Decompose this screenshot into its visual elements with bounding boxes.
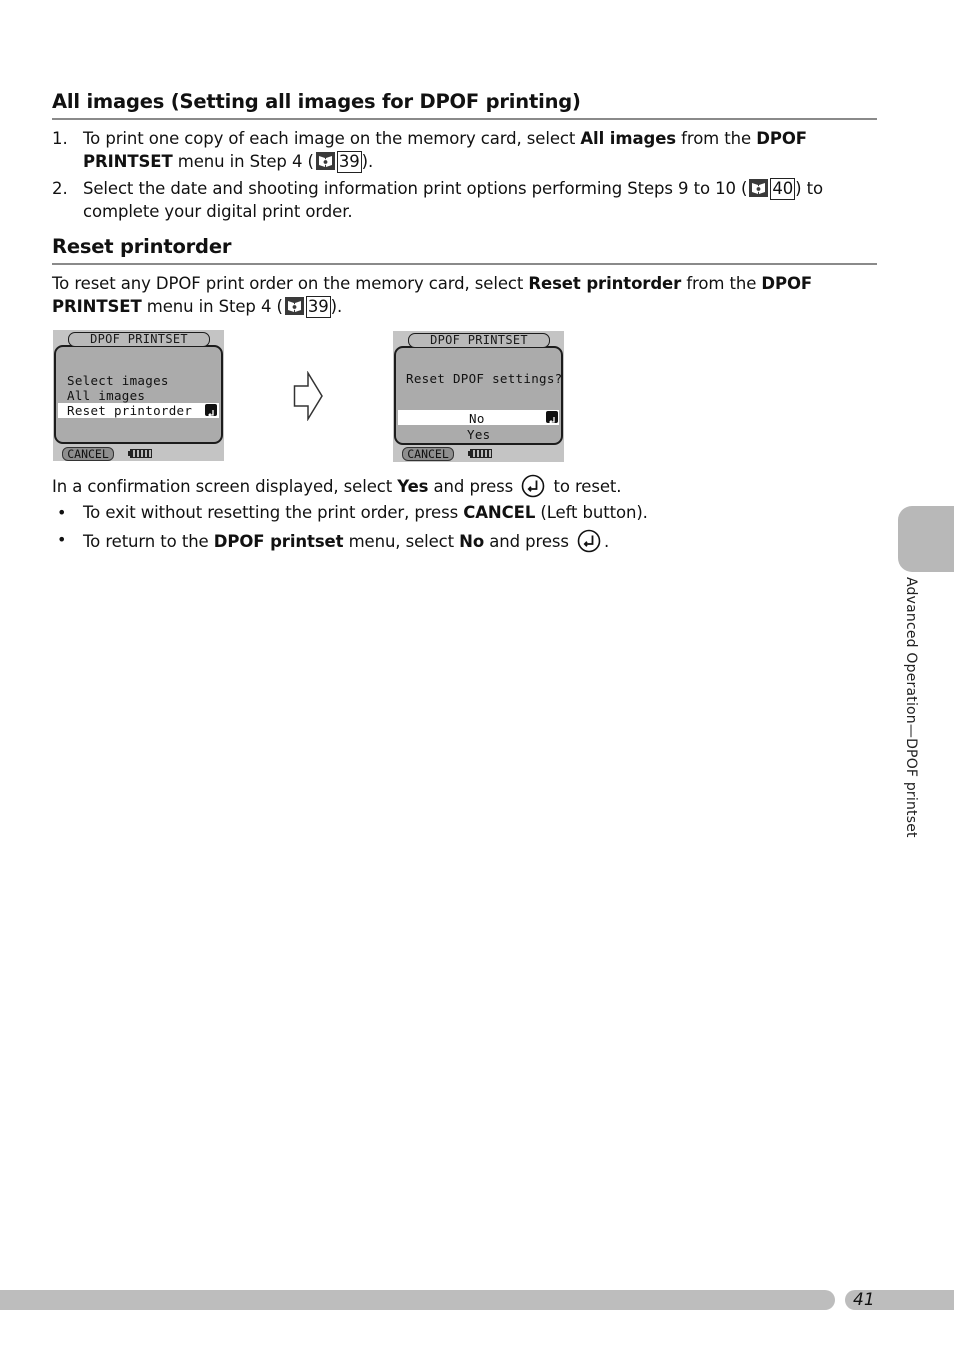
option-yes[interactable]: Yes — [467, 427, 491, 442]
menu-option-all-images[interactable]: All images — [67, 388, 146, 403]
bullet-mark: • — [57, 530, 67, 549]
enter-icon — [205, 404, 217, 416]
chapter-label: Advanced Operation—DPOF printset — [903, 577, 919, 838]
page-ref-link[interactable]: 40 — [772, 179, 794, 198]
confirm-paragraph: In a confirmation screen displayed, select Yes and press to reset. — [52, 474, 882, 499]
list-number: 2. — [52, 179, 68, 198]
heading-rule — [52, 263, 877, 265]
list-number: 1. — [52, 129, 68, 148]
footer-bar — [0, 1290, 835, 1310]
lcd-title: DPOF PRINTSET — [408, 333, 550, 348]
arrow-right-icon — [293, 371, 324, 421]
page-number: 41 — [853, 1290, 875, 1310]
reference-book-icon — [316, 152, 335, 170]
option-no[interactable]: No — [469, 411, 485, 426]
bullet-item-cancel: To exit without resetting the print order, press CANCEL (Left button). — [83, 503, 648, 522]
lcd-screen-confirm — [393, 331, 564, 462]
bullet-item-no: To return to the DPOF printset menu, select No and press . — [83, 529, 883, 554]
list-item-1: To print one copy of each image on the memory card, select All images from the DPOF PRINTSET menu in Step 4 ( 39 ). — [83, 129, 807, 171]
heading-rule — [52, 118, 877, 120]
menu-option-reset-printorder[interactable]: Reset printorder — [67, 403, 193, 418]
reset-paragraph: To reset any DPOF print order on the memory card, select Reset printorder from the DPOF PRINTSET menu in Step 4 ( 39 ). — [52, 274, 813, 316]
section-heading-all-images: All images (Setting all images for DPOF printing) — [52, 90, 581, 113]
menu-option-select-images[interactable]: Select images — [67, 373, 169, 388]
cancel-button[interactable]: CANCEL — [62, 447, 114, 461]
page-ref-link[interactable]: 39 — [338, 151, 360, 171]
enter-icon — [546, 411, 558, 423]
reference-book-icon — [749, 179, 768, 197]
enter-button-icon — [577, 529, 601, 553]
battery-icon — [130, 449, 152, 458]
reference-book-icon — [285, 297, 304, 315]
bullet-mark: • — [57, 503, 67, 522]
lcd-screen-menu — [53, 330, 224, 461]
list-item-2: Select the date and shooting information print options performing Steps 9 to 10 ( 40 ) to complete your digital print order. — [83, 179, 824, 221]
enter-button-icon — [521, 474, 545, 498]
chapter-tab — [898, 506, 954, 572]
page-ref-link[interactable]: 39 — [307, 296, 329, 316]
lcd-title: DPOF PRINTSET — [68, 332, 210, 347]
confirm-question: Reset DPOF settings? — [406, 371, 563, 386]
cancel-button[interactable]: CANCEL — [402, 447, 454, 461]
battery-icon — [470, 449, 492, 458]
section-heading-reset-printorder: Reset printorder — [52, 235, 232, 258]
